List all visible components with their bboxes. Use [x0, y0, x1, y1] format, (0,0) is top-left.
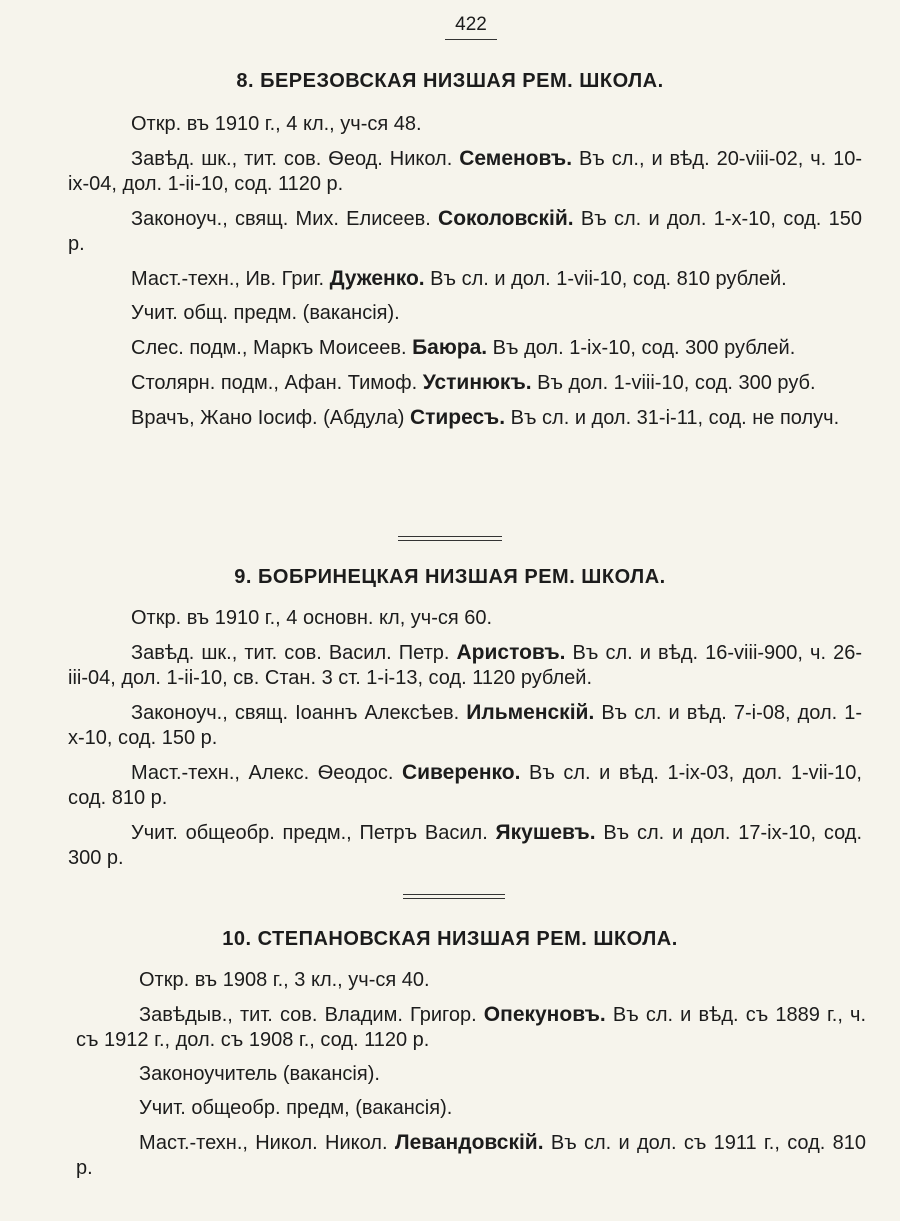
person-surname: Аристовъ. [456, 641, 566, 664]
entry-text: Маст.-техн., Никол. Никол. [139, 1132, 395, 1154]
staff-entry [68, 606, 862, 631]
entry-details: Въ сл. и вѣд. съ 1889 г., ч. съ 1912 г., дол. съ 1908 г., сод. 1120 р. [76, 1004, 867, 1051]
entry-text: Учит. общеобр. предм, (вакансія). [139, 1097, 453, 1119]
entry-text: Столярн. подм., Афан. Тимоф. [131, 372, 423, 394]
entry-details: Въ дол. 1-ix-10, сод. 300 рублей. [487, 337, 796, 359]
person-surname: Стиресъ. [409, 406, 506, 429]
person-surname: Ильменскій. [466, 701, 595, 724]
staff-entry [68, 370, 862, 396]
section-body-9 [68, 606, 862, 880]
person-surname: Сиверенко. [401, 761, 521, 784]
staff-entry [76, 1062, 866, 1087]
person-surname: Семеновъ. [459, 147, 573, 170]
entry-text: Маст.-техн., Ив. Григ. [131, 268, 330, 290]
staff-entry [68, 335, 862, 361]
staff-entry [76, 968, 866, 993]
person-surname: Опекуновъ. [483, 1003, 606, 1026]
entry-text: Завѣдыв., тит. сов. Владим. Григор. [139, 1004, 484, 1026]
entry-details: Въ сл. и дол. 17-ix-10, сод. 300 р. [68, 822, 862, 869]
entry-text: Откр. въ 1910 г., 4 основн. кл, уч-ся 60. [131, 607, 493, 629]
entry-details: Въ сл. и вѣд. 1-ix-03, дол. 1-vii-10, сод. 810 р. [68, 762, 862, 809]
staff-entry [68, 700, 862, 751]
entry-text: Слес. подм., Маркъ Моисеев. [131, 337, 413, 359]
staff-entry [76, 1130, 866, 1181]
person-surname: Левандовскій. [394, 1131, 544, 1154]
entry-text: Откр. въ 1910 г., 4 кл., уч-ся 48. [131, 113, 422, 135]
section-heading-9: 9. БОБРИНЕЦКАЯ НИЗШАЯ РЕМ. ШКОЛА. [234, 566, 666, 588]
entry-text: Законоучитель (вакансія). [139, 1063, 380, 1085]
staff-entry [68, 640, 862, 691]
staff-entry [76, 1002, 866, 1053]
entry-details: Въ сл. и дол. 1-х-10, сод. 150 р. [68, 208, 862, 255]
staff-entry [68, 405, 862, 431]
staff-entry [68, 112, 862, 137]
staff-entry [76, 1096, 866, 1121]
entry-details: Въ сл. и дол. 1-vii-10, сод. 810 рублей. [424, 268, 787, 290]
entry-text: Учит. общ. предм. (вакансія). [131, 302, 400, 324]
page-number: 422 [445, 14, 497, 40]
person-surname: Дуженко. [329, 267, 425, 290]
entry-details: Въ сл. и вѣд. 16-viii-900, ч. 26-iii-04, дол. 1-ii-10, св. Стан. 3 ст. 1-i-13, сод. 1120 рублей. [68, 642, 862, 689]
entry-text: Откр. въ 1908 г., 3 кл., уч-ся 40. [139, 969, 430, 991]
entry-text: Завѣд. шк., тит. сов. Васил. Петр. [131, 642, 457, 664]
section-body-10 [76, 968, 866, 1190]
section-body-8 [68, 112, 862, 440]
staff-entry [68, 820, 862, 871]
entry-text: Врачъ, Жано Іосиф. (Абдула) [131, 407, 410, 429]
entry-text: Законоуч., свящ. Мих. Елисеев. [131, 208, 439, 230]
person-surname: Баюра. [412, 336, 488, 359]
section-divider [398, 536, 502, 542]
entry-details: Въ сл. и дол. съ 1911 г., сод. 810 р. [76, 1132, 866, 1179]
entry-text: Законоуч., свящ. Іоаннъ Алексѣев. [131, 702, 467, 724]
entry-details: Въ дол. 1-viii-10, сод. 300 руб. [531, 372, 816, 394]
person-surname: Устинюкъ. [422, 371, 532, 394]
entry-details: Въ сл., и вѣд. 20-viii-02, ч. 10-ix-04, дол. 1-ii-10, сод. 1120 р. [68, 148, 862, 195]
person-surname: Якушевъ. [495, 821, 596, 844]
entry-details: Въ сл. и дол. 31-i-11, сод. не получ. [505, 407, 840, 429]
entry-details: Въ сл. и вѣд. 7-i-08, дол. 1-х-10, сод. 150 р. [68, 702, 862, 749]
entry-text: Завѣд. шк., тит. сов. Ѳеод. Никол. [131, 148, 460, 170]
staff-entry [68, 206, 862, 257]
staff-entry [68, 146, 862, 197]
section-divider [403, 894, 505, 900]
staff-entry [68, 760, 862, 811]
section-heading-8: 8. БЕРЕЗОВСКАЯ НИЗШАЯ РЕМ. ШКОЛА. [236, 70, 664, 92]
entry-text: Маст.-техн., Алекс. Ѳеодос. [131, 762, 402, 784]
staff-entry [68, 266, 862, 292]
section-heading-10: 10. СТЕПАНОВСКАЯ НИЗШАЯ РЕМ. ШКОЛА. [222, 928, 678, 950]
entry-text: Учит. общеобр. предм., Петръ Васил. [131, 822, 496, 844]
person-surname: Соколовскій. [438, 207, 574, 230]
staff-entry [68, 301, 862, 326]
